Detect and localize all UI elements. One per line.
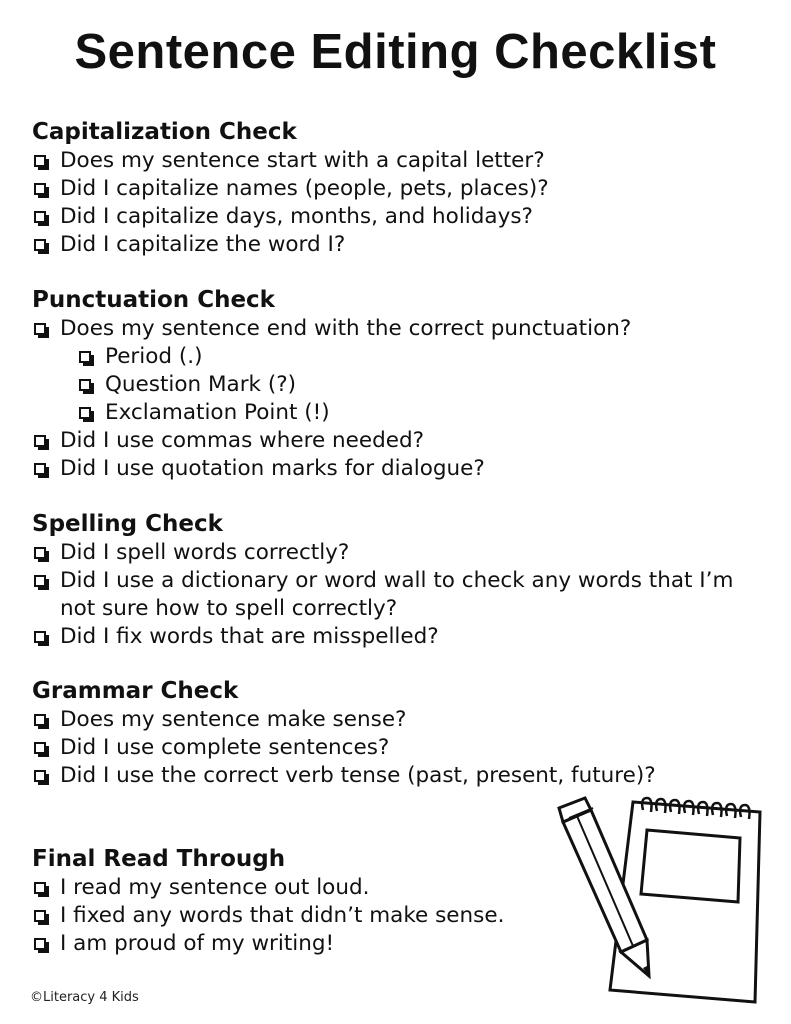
checklist-subitem[interactable] <box>32 371 752 399</box>
item-text: I fixed any words that didn’t make sense. <box>60 903 505 928</box>
item-text: Did I capitalize days, months, and holidays? <box>60 204 533 229</box>
checklist-subitem[interactable] <box>32 399 752 427</box>
spelling-section <box>32 509 752 651</box>
checklist-item[interactable] <box>32 203 752 231</box>
section-heading: Spelling Check <box>32 511 223 537</box>
item-text: Did I spell words correctly? <box>60 540 350 565</box>
checkbox-icon[interactable] <box>34 547 46 559</box>
item-text: Does my sentence end with the correct punctuation? <box>60 316 632 341</box>
final-read-section <box>32 844 592 958</box>
checkbox-icon[interactable] <box>79 407 91 419</box>
checkbox-icon[interactable] <box>34 770 46 782</box>
item-text: Did I use complete sentences? <box>60 735 390 760</box>
capitalization-section <box>32 117 752 259</box>
item-text: Exclamation Point (!) <box>105 400 330 425</box>
item-text: Does my sentence make sense? <box>60 707 407 732</box>
copyright-footer: ©Literacy 4 Kids <box>30 990 139 1005</box>
checklist-item[interactable] <box>32 147 752 175</box>
checkbox-icon[interactable] <box>34 155 46 167</box>
checkbox-icon[interactable] <box>34 239 46 251</box>
checkbox-icon[interactable] <box>34 631 46 643</box>
checklist-item[interactable] <box>32 231 752 259</box>
checklist-item[interactable] <box>32 706 752 734</box>
checklist-item[interactable] <box>32 762 672 790</box>
punctuation-section <box>32 285 752 483</box>
checklist-subitem[interactable] <box>32 343 752 371</box>
checklist-item[interactable] <box>32 930 592 958</box>
checklist-item[interactable] <box>32 734 752 762</box>
item-text: Question Mark (?) <box>105 372 297 397</box>
checkbox-icon[interactable] <box>34 435 46 447</box>
item-text: Did I fix words that are misspelled? <box>60 624 439 649</box>
illustration <box>555 790 775 1005</box>
checkbox-icon[interactable] <box>34 463 46 475</box>
section-heading: Punctuation Check <box>32 287 275 313</box>
checkbox-icon[interactable] <box>34 742 46 754</box>
checklist-item[interactable] <box>32 567 752 623</box>
checkbox-icon[interactable] <box>79 379 91 391</box>
checkbox-icon[interactable] <box>34 211 46 223</box>
checkbox-icon[interactable] <box>34 882 46 894</box>
checklist-item[interactable] <box>32 427 752 455</box>
checklist-item[interactable] <box>32 175 752 203</box>
section-heading: Final Read Through <box>32 846 286 872</box>
checklist-item[interactable] <box>32 315 752 343</box>
checkbox-icon[interactable] <box>34 575 46 587</box>
item-text: I read my sentence out loud. <box>60 875 370 900</box>
checklist-item[interactable] <box>32 874 592 902</box>
checkbox-icon[interactable] <box>34 938 46 950</box>
checklist-item[interactable] <box>32 455 752 483</box>
checkbox-icon[interactable] <box>34 910 46 922</box>
item-text: Did I capitalize the word I? <box>60 232 346 257</box>
section-heading: Grammar Check <box>32 678 239 704</box>
item-text: Does my sentence start with a capital letter? <box>60 148 545 173</box>
checklist-item[interactable] <box>32 902 592 930</box>
checkbox-icon[interactable] <box>34 323 46 335</box>
item-text: Period (.) <box>105 344 203 369</box>
checklist-item[interactable] <box>32 623 752 651</box>
item-text: Did I use quotation marks for dialogue? <box>60 456 485 481</box>
checklist-item[interactable] <box>32 539 752 567</box>
item-text: Did I use the correct verb tense (past, present, future)? <box>60 763 656 788</box>
item-text: Did I capitalize names (people, pets, places)? <box>60 176 549 201</box>
section-heading: Capitalization Check <box>32 119 297 145</box>
item-text: Did I use a dictionary or word wall to check any words that I’m not sure how to spell correctly? <box>60 568 734 621</box>
item-text: I am proud of my writing! <box>60 931 335 956</box>
checkbox-icon[interactable] <box>79 351 91 363</box>
grammar-section <box>32 676 752 790</box>
page-title: Sentence Editing Checklist <box>74 25 717 79</box>
checkbox-icon[interactable] <box>34 183 46 195</box>
item-text: Did I use commas where needed? <box>60 428 425 453</box>
checkbox-icon[interactable] <box>34 714 46 726</box>
notepad-icon <box>610 798 760 1002</box>
